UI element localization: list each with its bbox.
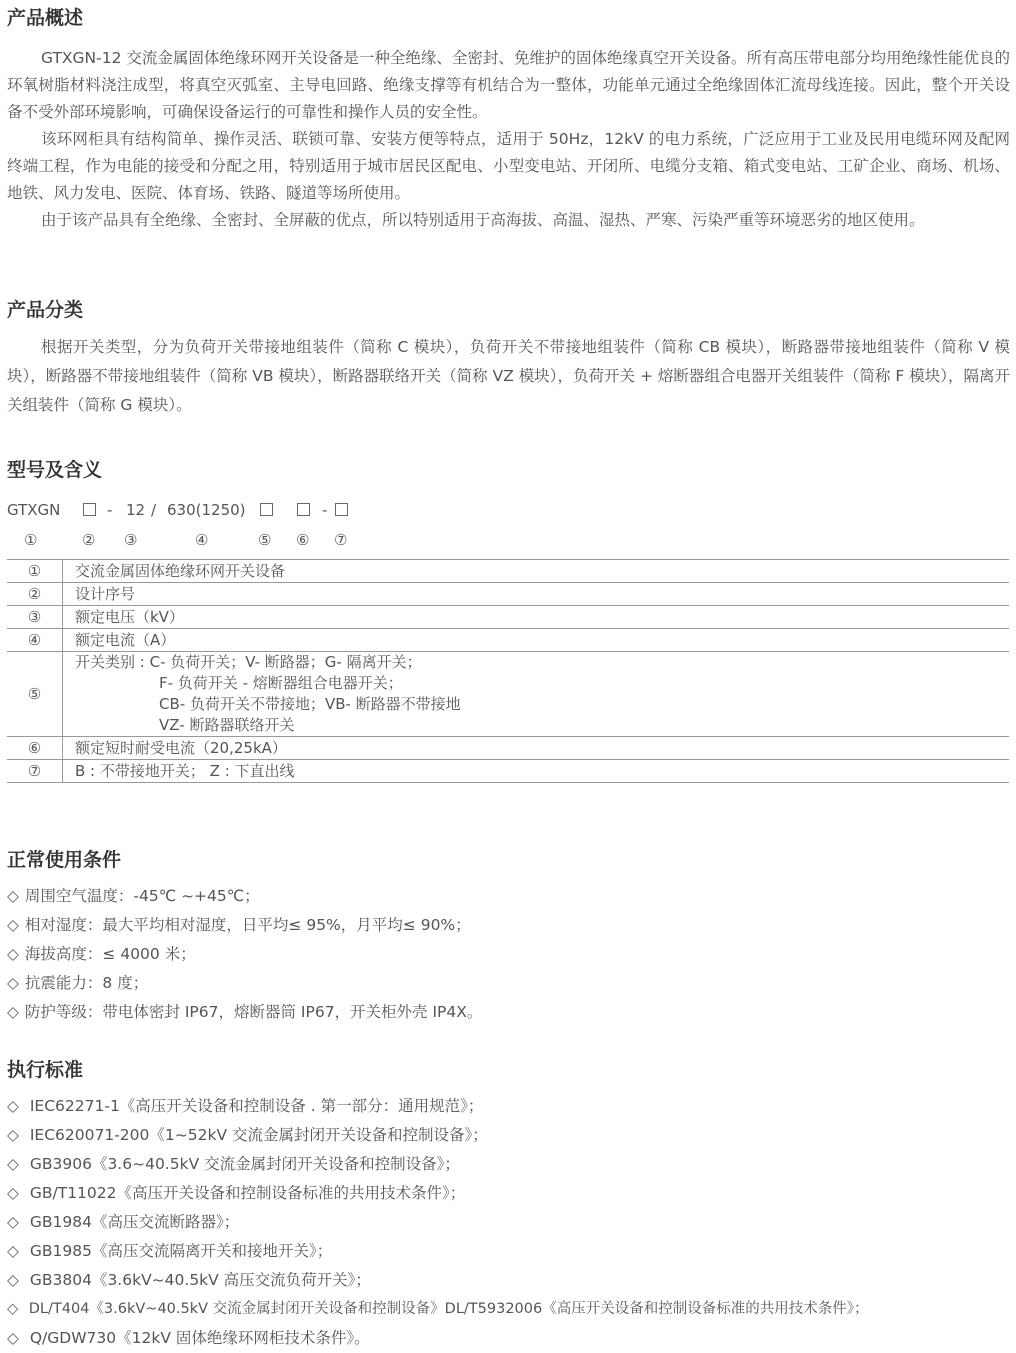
- diamond-bullet-icon: ◇: [7, 1003, 19, 1021]
- list-item: ◇ GB1985《高压交流隔离开关和接地开关》；: [7, 1242, 333, 1260]
- model-slash: /: [151, 501, 157, 519]
- overview-paragraph-3: 由于该产品具有全绝缘、全密封、全屏蔽的优点，所以特别适用于高海拔、高温、湿热、严寒、污染严重等环境恶劣的地区使用。: [41, 211, 925, 229]
- model-markers: [7, 528, 407, 552]
- diamond-bullet-icon: ◇: [7, 887, 19, 905]
- standards-heading: 执行标准: [7, 1059, 84, 1081]
- table-row: [7, 737, 1009, 760]
- list-item: ◇ 防护等级：带电体密封 IP67，熔断器筒 IP67，开关柜外壳 IP4X。: [7, 1003, 483, 1021]
- diamond-bullet-icon: ◇: [7, 1184, 19, 1202]
- classification-heading: 产品分类: [7, 299, 84, 321]
- model-dash-1: -: [107, 501, 113, 519]
- overview-paragraph-2: 该环网柜具有结构简单、操作灵活、联锁可靠、安装方便等特点，适用于 50Hz，12kV 的电力系统，广泛应用于工业及民用电缆环网及配网终端工程，作为电能的接受和分配之用，特别适用于城市居民区配电、小型变电站、开闭所、电缆分支箱、箱式变电站、工矿企业、商场、机场、地铁、风力发电、医院、体育场、铁路、隧道等场所使用。: [7, 130, 1010, 202]
- diamond-bullet-icon: ◇: [7, 1301, 19, 1317]
- row-number: ⑥: [7, 737, 63, 760]
- list-item: ◇ IEC62271-1《高压开关设备和控制设备 . 第一部分：通用规范》；: [7, 1097, 484, 1115]
- model-code: [7, 498, 507, 522]
- list-item: ◇ DL/T404《3.6kV~40.5kV 交流金属封闭开关设备和控制设备》DL/T5932006《高压开关设备和控制设备标准的共用技术条件》；: [7, 1301, 869, 1317]
- list-item: ◇ 抗震能力：8 度；: [7, 974, 149, 992]
- list-item: ◇ 周围空气温度：-45℃ ~+45℃；: [7, 887, 260, 905]
- list-item: ◇ GB/T11022《高压开关设备和控制设备标准的共用技术条件》；: [7, 1184, 466, 1202]
- overview-paragraph-1: GTXGN-12 交流金属固体绝缘环网开关设备是一种全绝缘、全密封、免维护的固体绝缘真空开关设备。所有高压带电部分均用绝缘性能优良的环氧树脂材料浇注成型，将真空灭弧室、主导电回路、绝缘支撑等有机结合为一整体，功能单元通过全绝缘固体汇流母线连接。因此，整个开关设备不受外部环境影响，可确保设备运行的可靠性和操作人员的安全性。: [7, 49, 1010, 121]
- marker-4: ④: [195, 531, 209, 549]
- list-item: ◇ GB1984《高压交流断路器》；: [7, 1213, 240, 1231]
- row-description: B : 不带接地开关； Z : 下直出线: [63, 760, 1010, 783]
- row-number: ③: [7, 606, 63, 629]
- switch-type-line: 开关类别 : C- 负荷开关；V- 断路器；G- 隔离开关；: [75, 653, 422, 671]
- overview-heading: 产品概述: [7, 7, 84, 29]
- row-description: 额定短时耐受电流（20,25kA）: [63, 737, 1010, 760]
- model-dash-2: -: [322, 501, 328, 519]
- model-current: 630(1250): [167, 501, 246, 519]
- marker-5: ⑤: [258, 531, 272, 549]
- list-item: ◇ Q/GDW730《12kV 固体绝缘环网柜技术条件》。: [7, 1329, 370, 1347]
- row-number: ②: [7, 583, 63, 606]
- row-description: 额定电压（kV）: [63, 606, 1010, 629]
- row-number: ④: [7, 629, 63, 652]
- table-row: [7, 560, 1009, 583]
- model-box-7: [335, 498, 348, 522]
- table-row: [7, 652, 1009, 737]
- classification-paragraph: 根据开关类型，分为负荷开关带接地组装件（简称 C 模块），负荷开关不带接地组装件（简称 CB 模块），断路器带接地组装件（简称 V 模块），断路器不带接地组装件（简称 VB 模块），断路器联络开关（简称 VZ 模块），负荷开关 + 熔断器组合电器开关组装件（简称 F 模块），隔离开关组装件（简称 G 模块）。: [7, 338, 1010, 414]
- model-meaning-table: [7, 559, 1009, 783]
- model-heading: 型号及含义: [7, 459, 103, 481]
- marker-1: ①: [24, 531, 38, 549]
- switch-type-line: CB- 负荷开关不带接地；VB- 断路器不带接地: [159, 695, 461, 713]
- diamond-bullet-icon: ◇: [7, 1097, 19, 1115]
- conditions-list: [7, 882, 482, 1027]
- table-row: [7, 606, 1009, 629]
- row-description: 交流金属固体绝缘环网开关设备: [63, 560, 1010, 583]
- diamond-bullet-icon: ◇: [7, 974, 19, 992]
- model-voltage: 12: [126, 501, 146, 519]
- diamond-bullet-icon: ◇: [7, 1242, 19, 1260]
- row-number: ⑦: [7, 760, 63, 783]
- row-description: 设计序号: [63, 583, 1010, 606]
- marker-2: ②: [82, 531, 96, 549]
- model-box-5: [260, 498, 273, 522]
- diamond-bullet-icon: ◇: [7, 1271, 19, 1289]
- list-item: ◇ 海拔高度：≤ 4000 米；: [7, 945, 196, 963]
- row-description: [63, 652, 1010, 737]
- list-item: ◇ IEC620071-200《1~52kV 交流金属封闭开关设备和控制设备》；: [7, 1126, 488, 1144]
- list-item: ◇ GB3906《3.6~40.5kV 交流金属封闭开关设备和控制设备》；: [7, 1155, 460, 1173]
- marker-7: ⑦: [334, 531, 348, 549]
- model-box-2: [83, 498, 96, 522]
- conditions-heading: 正常使用条件: [7, 849, 122, 871]
- row-number: ①: [7, 560, 63, 583]
- marker-6: ⑥: [296, 531, 310, 549]
- row-description: 额定电流（A）: [63, 629, 1010, 652]
- diamond-bullet-icon: ◇: [7, 945, 19, 963]
- diamond-bullet-icon: ◇: [7, 1155, 19, 1173]
- row-number: ⑤: [7, 652, 63, 737]
- standards-list: [7, 1092, 868, 1353]
- list-item: ◇ 相对湿度：最大平均相对湿度，日平均≤ 95%，月平均≤ 90%；: [7, 916, 471, 934]
- table-row: [7, 760, 1009, 783]
- list-item: ◇ GB3804《3.6kV~40.5kV 高压交流负荷开关》；: [7, 1271, 371, 1289]
- diamond-bullet-icon: ◇: [7, 1126, 19, 1144]
- table-row: [7, 583, 1009, 606]
- table-row: [7, 629, 1009, 652]
- switch-type-line: VZ- 断路器联络开关: [159, 716, 295, 734]
- model-box-6: [297, 498, 310, 522]
- model-prefix: GTXGN: [7, 501, 61, 519]
- diamond-bullet-icon: ◇: [7, 1213, 19, 1231]
- marker-3: ③: [124, 531, 138, 549]
- switch-type-line: F- 负荷开关 - 熔断器组合电器开关；: [159, 674, 403, 692]
- diamond-bullet-icon: ◇: [7, 1329, 19, 1347]
- diamond-bullet-icon: ◇: [7, 916, 19, 934]
